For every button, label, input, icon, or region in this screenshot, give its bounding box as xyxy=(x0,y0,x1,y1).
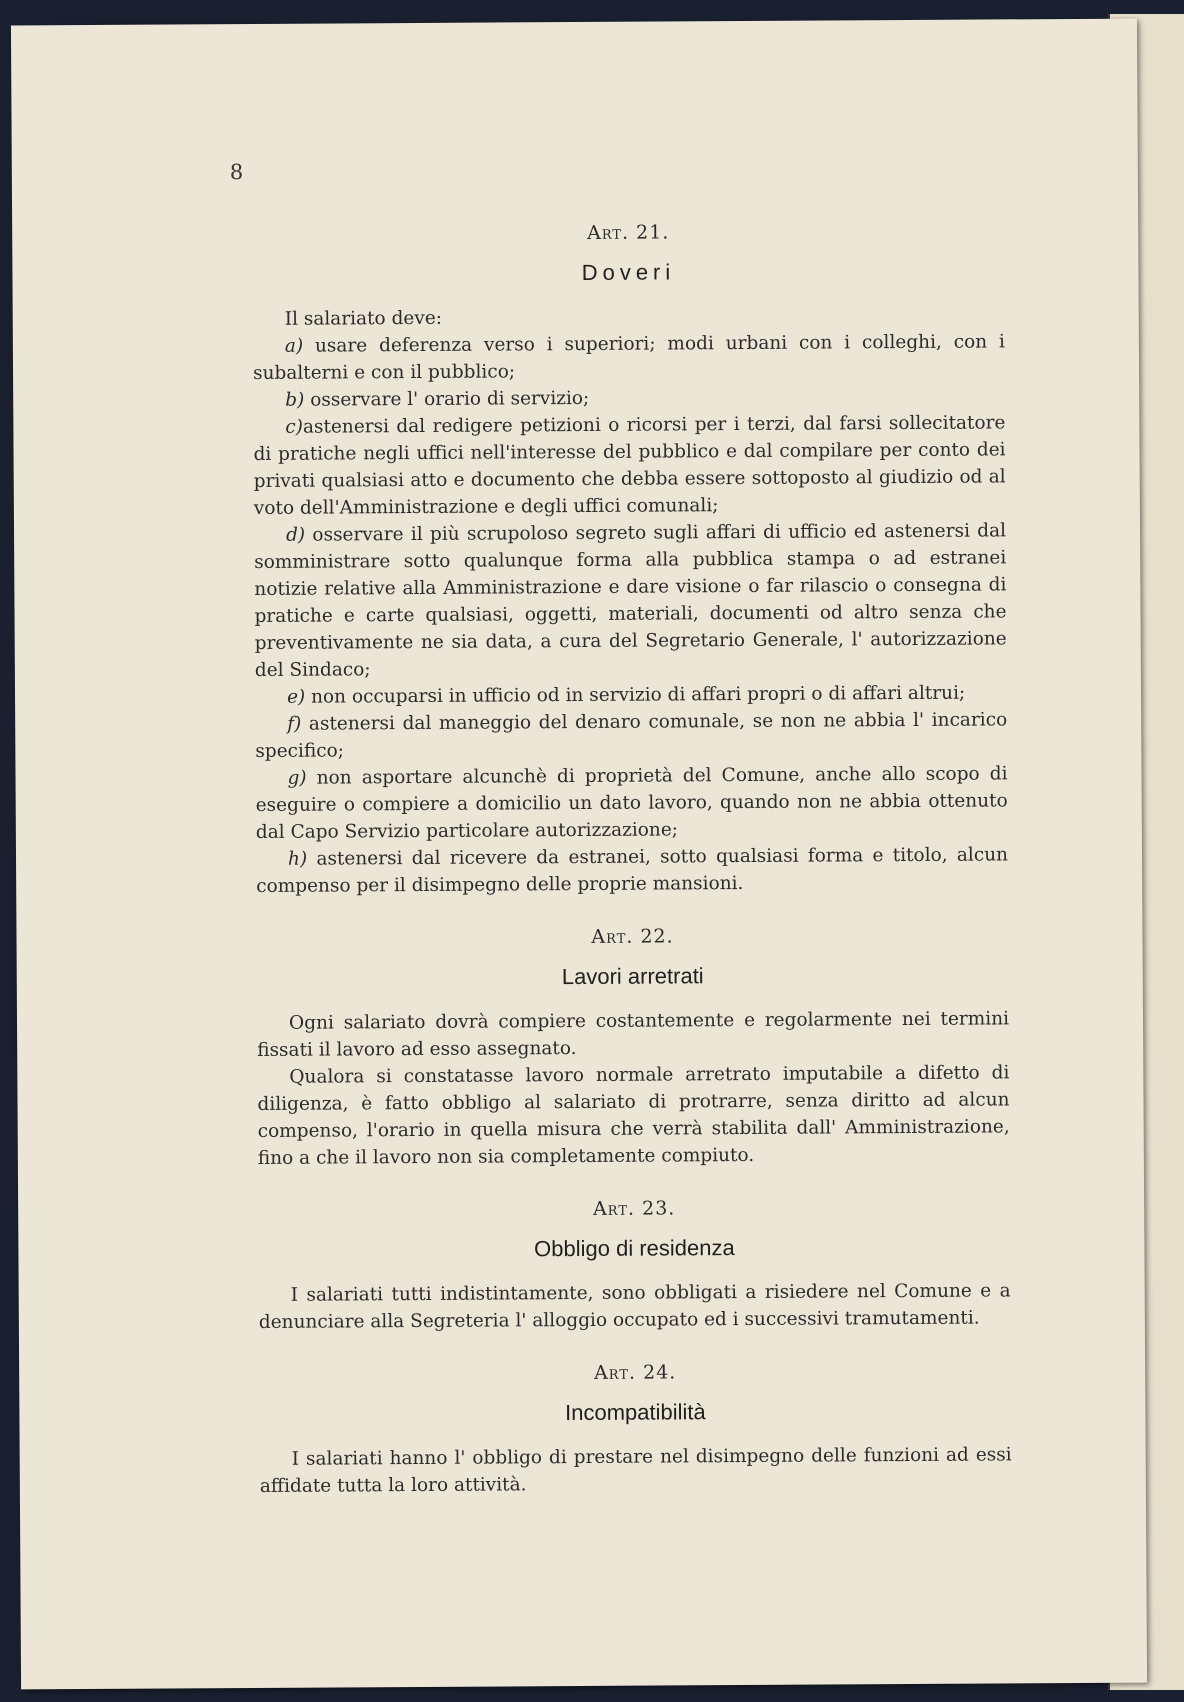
list-item xyxy=(253,409,1006,522)
paragraph: Qualora si constatasse lavoro normale arretrato imputabile a difetto di diligenza, è fatto obbligo al salariato di protrarre, senza diritto ad alcun compenso, l'orario in quella misura che verrà stabilita dall' Amministrazione, fino a che il lavoro non sia completamente compiuto. xyxy=(257,1062,1010,1169)
list-item xyxy=(253,328,1005,387)
article-23 xyxy=(258,1195,1011,1336)
article-label: Art. 23. xyxy=(592,1197,676,1220)
article-label: Art. 24. xyxy=(593,1361,677,1384)
page-number: 8 xyxy=(229,160,244,185)
list-item xyxy=(255,760,1007,846)
article-title: Doveri xyxy=(581,259,676,285)
item-text: astenersi dal maneggio del denaro comunale, se non ne abbia l' incarico specifico; xyxy=(255,709,1008,762)
list-item xyxy=(255,706,1007,765)
article-24 xyxy=(259,1359,1012,1500)
article-title: Incompatibilità xyxy=(565,1399,706,1426)
article-title: Lavori arretrati xyxy=(561,963,704,990)
item-text: non occuparsi in ufficio od in servizio di affari propri o di affari altrui; xyxy=(305,682,966,708)
document-page xyxy=(11,19,1147,1690)
item-text: osservare il più scrupoloso segreto sugli affari di ufficio ed astenersi dal somministrare sotto qualunque forma alla pubblica stampa o ad estranei notizie relative alla Amministrazione e dare visione o far rilascio o consegna di pratiche e carte qualsiasi, oggetti, materiali, documenti od altro senza che preventivamente ne sia data, a cura del Segretario Generale, l' autorizzazione del Sindaco; xyxy=(254,520,1007,681)
item-letter: h) xyxy=(287,848,308,870)
article-intro: Il salariato deve: xyxy=(284,307,443,330)
item-letter: c) xyxy=(285,416,304,438)
article-21 xyxy=(252,219,1008,900)
article-22 xyxy=(256,923,1009,1172)
item-letter: a) xyxy=(284,335,304,357)
item-letter: g) xyxy=(287,767,307,789)
article-label: Art. 22. xyxy=(591,925,674,948)
item-text: astenersi dal ricevere da estranei, sotto qualsiasi forma e titolo, alcun compenso per il disimpegno delle proprie mansioni. xyxy=(256,844,1009,897)
page-content xyxy=(252,219,1012,1528)
paragraph: I salariati hanno l' obbligo di prestare nel disimpegno delle funzioni ad essi affidate tutta la loro attività. xyxy=(259,1444,1012,1497)
paragraph: I salariati tutti indistintamente, sono obbligati a risiedere nel Comune e a denunciare alla Segreteria l' alloggio occupato ed i successivi tramutamenti. xyxy=(258,1280,1011,1333)
article-label: Art. 21. xyxy=(587,221,670,244)
item-text: non asportare alcunchè di proprietà del Comune, anche allo scopo di eseguire o compiere a domicilio un dato lavoro, quando non ne abbia ottenuto dal Capo Servizio particolare autorizzazione; xyxy=(255,763,1008,843)
item-letter: f) xyxy=(287,713,302,735)
item-letter: b) xyxy=(285,389,305,411)
paragraph: Ogni salariato dovrà compiere costantemente e regolarmente nei termini fissati il lavoro ad esso assegnato. xyxy=(257,1008,1010,1061)
item-text: osservare l' orario di servizio; xyxy=(304,387,590,411)
article-title: Obbligo di residenza xyxy=(534,1235,735,1262)
item-letter: e) xyxy=(286,686,306,708)
item-letter: d) xyxy=(285,524,306,546)
list-item xyxy=(256,841,1008,900)
list-item xyxy=(254,517,1007,684)
item-text: usare deferenza verso i superiori; modi urbani con i colleghi, con i subalterni e con il pubblico; xyxy=(252,331,1005,384)
item-text: astenersi dal redigere petizioni o ricorsi per i terzi, dal farsi sollecitatore di pratiche negli uffici nell'interesse del pubblico e dal compilare per conto dei privati qualsiasi atto e documento che debba essere sottoposto al giudizio od al voto dell'Amministrazione e degli uffici comunali; xyxy=(253,412,1006,519)
